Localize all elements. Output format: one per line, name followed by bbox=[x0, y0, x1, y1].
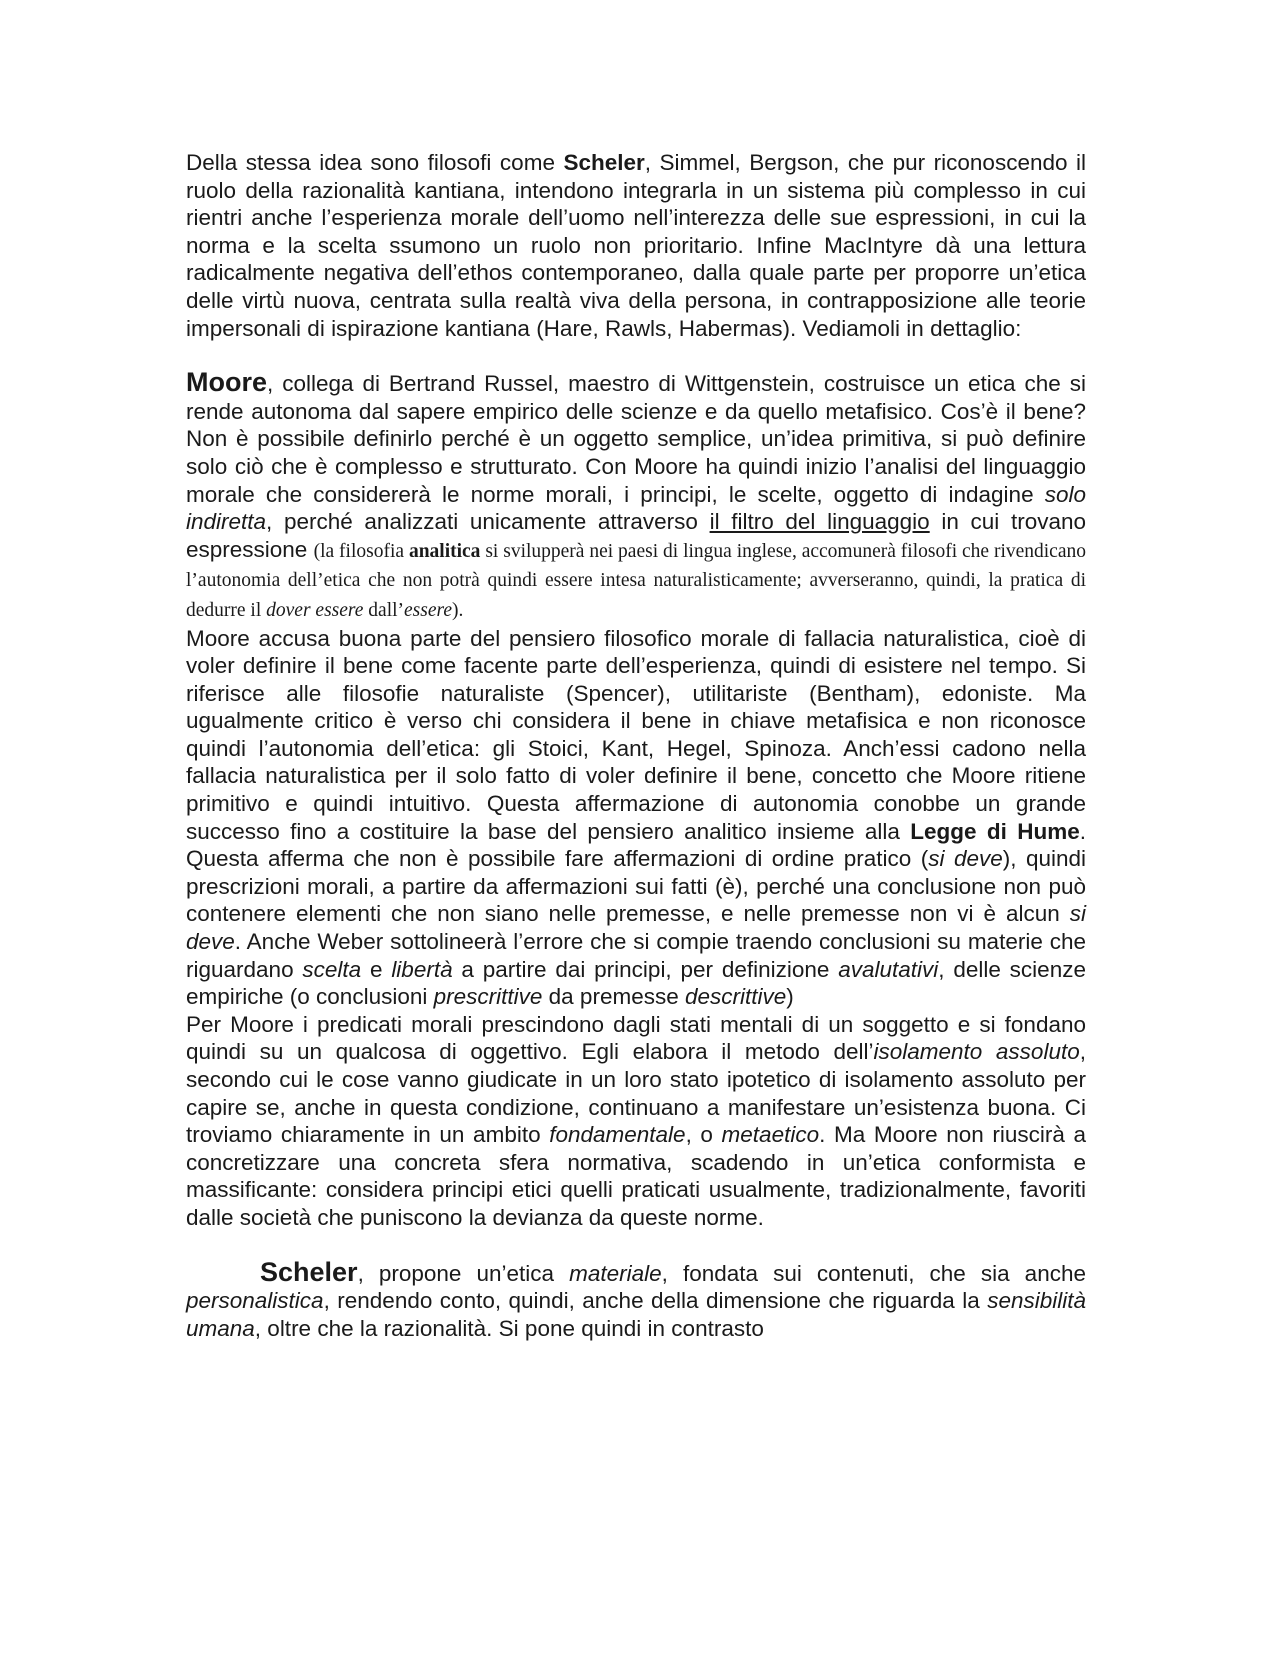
underlined-phrase: il filtro del linguaggio bbox=[709, 509, 930, 535]
serif-aside: (la filosofia analitica si svilupperà nei paesi di lingua inglese, accomunerà filosofi che rivendicano l’autonomia dell’etica che non potrà quindi essere intesa naturalisticamente; avverseranno, quindi, la pratica di dedurre il dover essere dall’essere). bbox=[186, 540, 1086, 621]
paragraph-scheler: Scheler, propone un’etica materiale, fondata sui contenuti, che sia anche personalistica, rendendo conto, quindi, anche della dimensione che riguarda la sensibilità umana, oltre che la razionalità. Si pone quindi in contrasto bbox=[186, 1256, 1086, 1341]
paragraph-spacer bbox=[186, 1232, 1086, 1259]
paragraph-predicates: Per Moore i predicati morali prescindono dagli stati mentali di un soggetto e si fondano quindi su un qualcosa di oggettivo. Egli elabora il metodo dell’isolamento assoluto, secondo cui le cose vanno giudicate in un loro stato ipotetico di isolamento assoluto per capire se, anche in questa condizione, continuano a manifestare un’esistenza buona. Ci troviamo chiaramente in un ambito fondamentale, o metaetico. Ma Moore non riuscirà a concretizzare una concreta sfera normativa, scadendo in un’etica conformista e massificante: considera principi etici quelli praticati usualmente, tradizionalmente, favoriti dalle società che puniscono la devianza da queste norme. bbox=[186, 1011, 1086, 1230]
heading-scheler: Scheler bbox=[260, 1256, 358, 1287]
document-page bbox=[186, 149, 1086, 1342]
bold-hume-law: Legge di Hume bbox=[910, 818, 1080, 844]
paragraph-spacer bbox=[186, 342, 1086, 369]
paragraph-moore-intro: Moore, collega di Bertrand Russel, maestro di Wittgenstein, costruisce un etica che si rende autonoma dal sapere empirico delle scienze e da quello metafisico. Cos’è il bene? Non è possibile definirlo perché è un oggetto semplice, un’idea primitiva, si può definire solo ciò che è complesso e strutturato. Con Moore ha quindi inizio l’analisi del linguaggio morale che considererà le norme morali, i principi, le scelte, oggetto di indagine solo indiretta, perché analizzati unicamente attraverso il filtro del linguaggio in cui trovano espressione (la filosofia analitica si svilupperà nei paesi di lingua inglese, accomunerà filosofi che rivendicano l’autonomia dell’etica che non potrà quindi essere intesa naturalisticamente; avverseranno, quindi, la pratica di dedurre il dover essere dall’essere). bbox=[186, 367, 1086, 621]
bold-scheler: Scheler bbox=[563, 150, 645, 175]
heading-moore: Moore bbox=[186, 367, 267, 398]
paragraph-fallacy: Moore accusa buona parte del pensiero filosofico morale di fallacia naturalistica, cioè di voler definire il bene come facente parte dell’esperienza, quindi di esistere nel tempo. Si riferisce alle filosofie naturaliste (Spencer), utilitariste (Bentham), edoniste. Ma ugualmente critico è verso chi considera il bene in chiave metafisica e non riconosce quindi l’autonomia dell’etica: gli Stoici, Kant, Hegel, Spinoza. Anch’essi cadono nella fallacia naturalistica per il solo fatto di voler definire il bene, concetto che Moore ritiene primitivo e quindi intuitivo. Questa affermazione di autonomia conobbe un grande successo fino a costituire la base del pensiero analitico insieme alla Legge di Hume. Questa afferma che non è possibile fare affermazioni di ordine pratico (si deve), quindi prescrizioni morali, a partire da affermazioni sui fatti (è), perché una conclusione non può contenere elementi che non siano nelle premesse, e nelle premesse non vi è alcun si deve. Anche Weber sottolineerà l’errore che si compie traendo conclusioni su materie che riguardano scelta e libertà a partire dai principi, per definizione avalutativi, delle scienze empiriche (o conclusioni prescrittive da premesse descrittive) bbox=[186, 625, 1087, 1010]
paragraph-intro: Della stessa idea sono filosofi come Scheler, Simmel, Bergson, che pur riconoscendo il ruolo della razionalità kantiana, intendono integrarla in un sistema più complesso in cui rientri anche l’esperienza morale dell’uomo nell’interezza delle sue espressioni, in cui la norma e la scelta ssumono un ruolo non prioritario. Infine MacIntyre dà una lettura radicalmente negativa dell’ethos contemporaneo, dalla quale parte per proporre un’etica delle virtù nuova, centrata sulla realtà viva della persona, in contrapposizione alle teorie impersonali di ispirazione kantiana (Hare, Rawls, Habermas). Vediamoli in dettaglio: bbox=[186, 150, 1087, 341]
